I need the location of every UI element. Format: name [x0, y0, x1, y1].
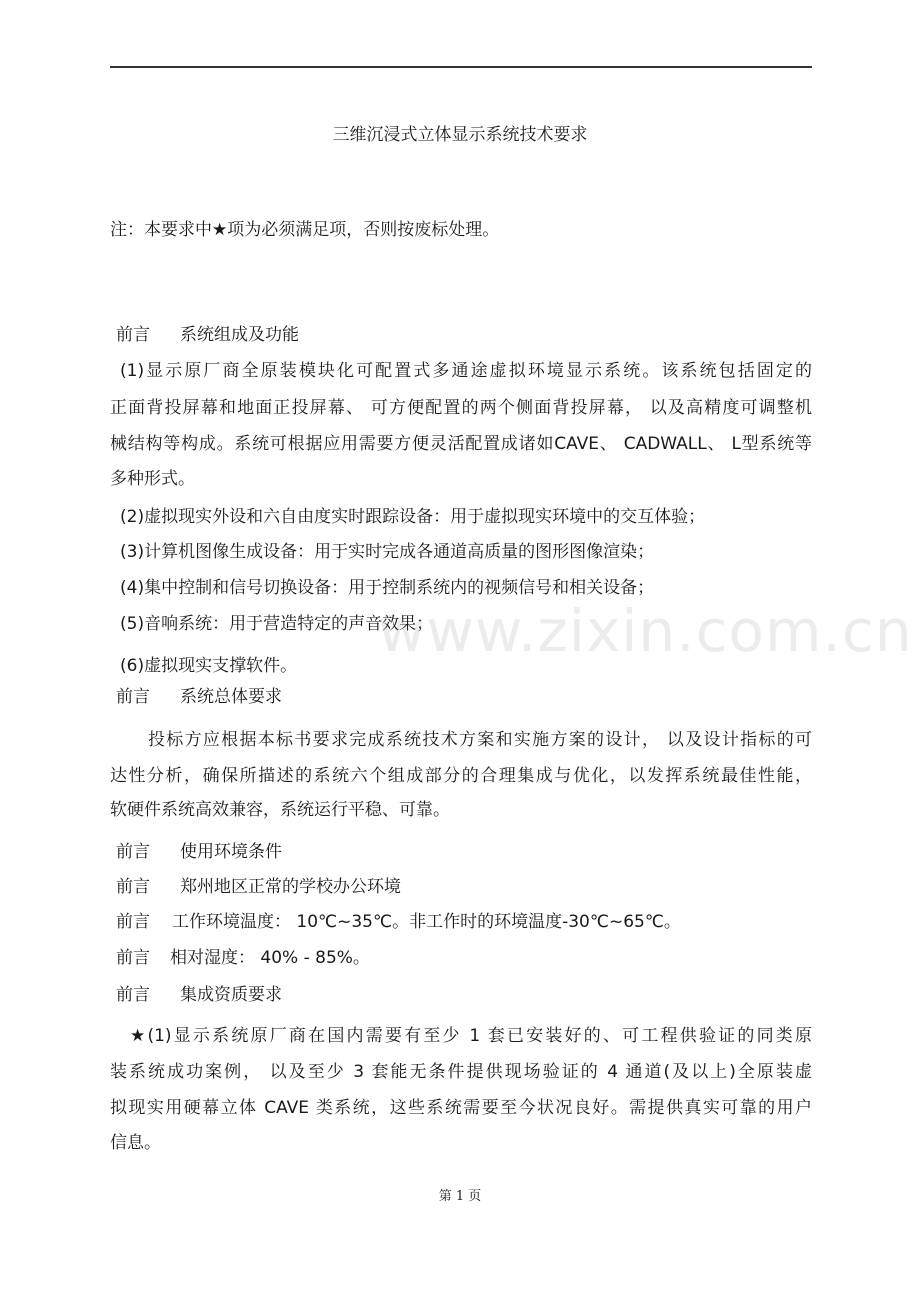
paragraph-line: 多种形式。 — [110, 469, 195, 489]
section-title: 集成资质要求 — [180, 985, 282, 1005]
section-prefix: 前言 — [116, 912, 150, 932]
section-prefix: 前言 — [116, 985, 150, 1005]
section-heading — [116, 840, 818, 864]
section-prefix: 前言 — [116, 948, 150, 968]
section-heading — [116, 875, 818, 899]
section-title: 使用环境条件 — [180, 842, 282, 862]
list-item: (5)音响系统：用于营造特定的声音效果； — [120, 614, 434, 634]
paragraph-line: 械结构等构成。系统可根据应用需要方便灵活配置成诸如CAVE、 CADWALL、 L型系统等 — [110, 434, 812, 454]
section-title: 系统组成及功能 — [180, 325, 299, 345]
page-number: 第 1 页 — [438, 1189, 482, 1204]
paragraph-line: 信息。 — [110, 1133, 161, 1153]
paragraph-line: 投标方应根据本标书要求完成系统技术方案和实施方案的设计， 以及设计指标的可 — [148, 730, 812, 750]
section-prefix: 前言 — [116, 687, 150, 707]
section-heading — [116, 323, 818, 347]
section-title: 工作环境温度： 10℃~35℃。非工作时的环境温度-30℃~65℃。 — [172, 912, 681, 932]
list-item: (3)计算机图像生成设备：用于实时完成各通道高质量的图形图像渲染； — [120, 542, 655, 562]
paragraph-line: 软硬件系统高效兼容，系统运行平稳、可靠。 — [110, 800, 450, 820]
list-item: (6)虚拟现实支撑软件。 — [120, 656, 298, 676]
paragraph-line: 拟现实用硬幕立体 CAVE 类系统，这些系统需要至今状况良好。需提供真实可靠的用户 — [110, 1098, 812, 1118]
section-title: 系统总体要求 — [180, 687, 282, 707]
paragraph-line: 装系统成功案例， 以及至少 3 套能无条件提供现场验证的 4 通道(及以上)全原装虚 — [110, 1062, 812, 1082]
paragraph-line: ★(1)显示系统原厂商在国内需要有至少 1 套已安装好的、可工程供验证的同类原 — [130, 1026, 812, 1046]
list-item: (2)虚拟现实外设和六自由度实时跟踪设备：用于虚拟现实环境中的交互体验； — [120, 507, 706, 527]
section-heading — [116, 910, 818, 934]
paragraph-line: (1)显示原厂商全原装模块化可配置式多通途虚拟环境显示系统。该系统包括固定的 — [120, 361, 812, 381]
document-title: 三维沉浸式立体显示系统技术要求 — [332, 125, 588, 145]
section-title: 相对湿度： 40% - 85%。 — [170, 948, 370, 968]
paragraph-line: 达性分析，确保所描述的系统六个组成部分的合理集成与优化，以发挥系统最佳性能， — [110, 766, 812, 786]
section-heading — [116, 685, 818, 709]
note-text: 注：本要求中★项为必须满足项，否则按废标处理。 — [110, 220, 500, 240]
section-heading — [116, 946, 818, 970]
header-rule — [110, 66, 812, 68]
watermark: www.zixin.com.cn — [378, 597, 913, 665]
section-title: 郑州地区正常的学校办公环境 — [180, 877, 401, 897]
paragraph-line: 正面背投屏幕和地面正投屏幕、 可方便配置的两个侧面背投屏幕， 以及高精度可调整机 — [110, 398, 812, 418]
section-prefix: 前言 — [116, 325, 150, 345]
section-prefix: 前言 — [116, 842, 150, 862]
section-prefix: 前言 — [116, 877, 150, 897]
section-heading — [116, 983, 818, 1007]
list-item: (4)集中控制和信号切换设备：用于控制系统内的视频信号和相关设备； — [120, 578, 655, 598]
